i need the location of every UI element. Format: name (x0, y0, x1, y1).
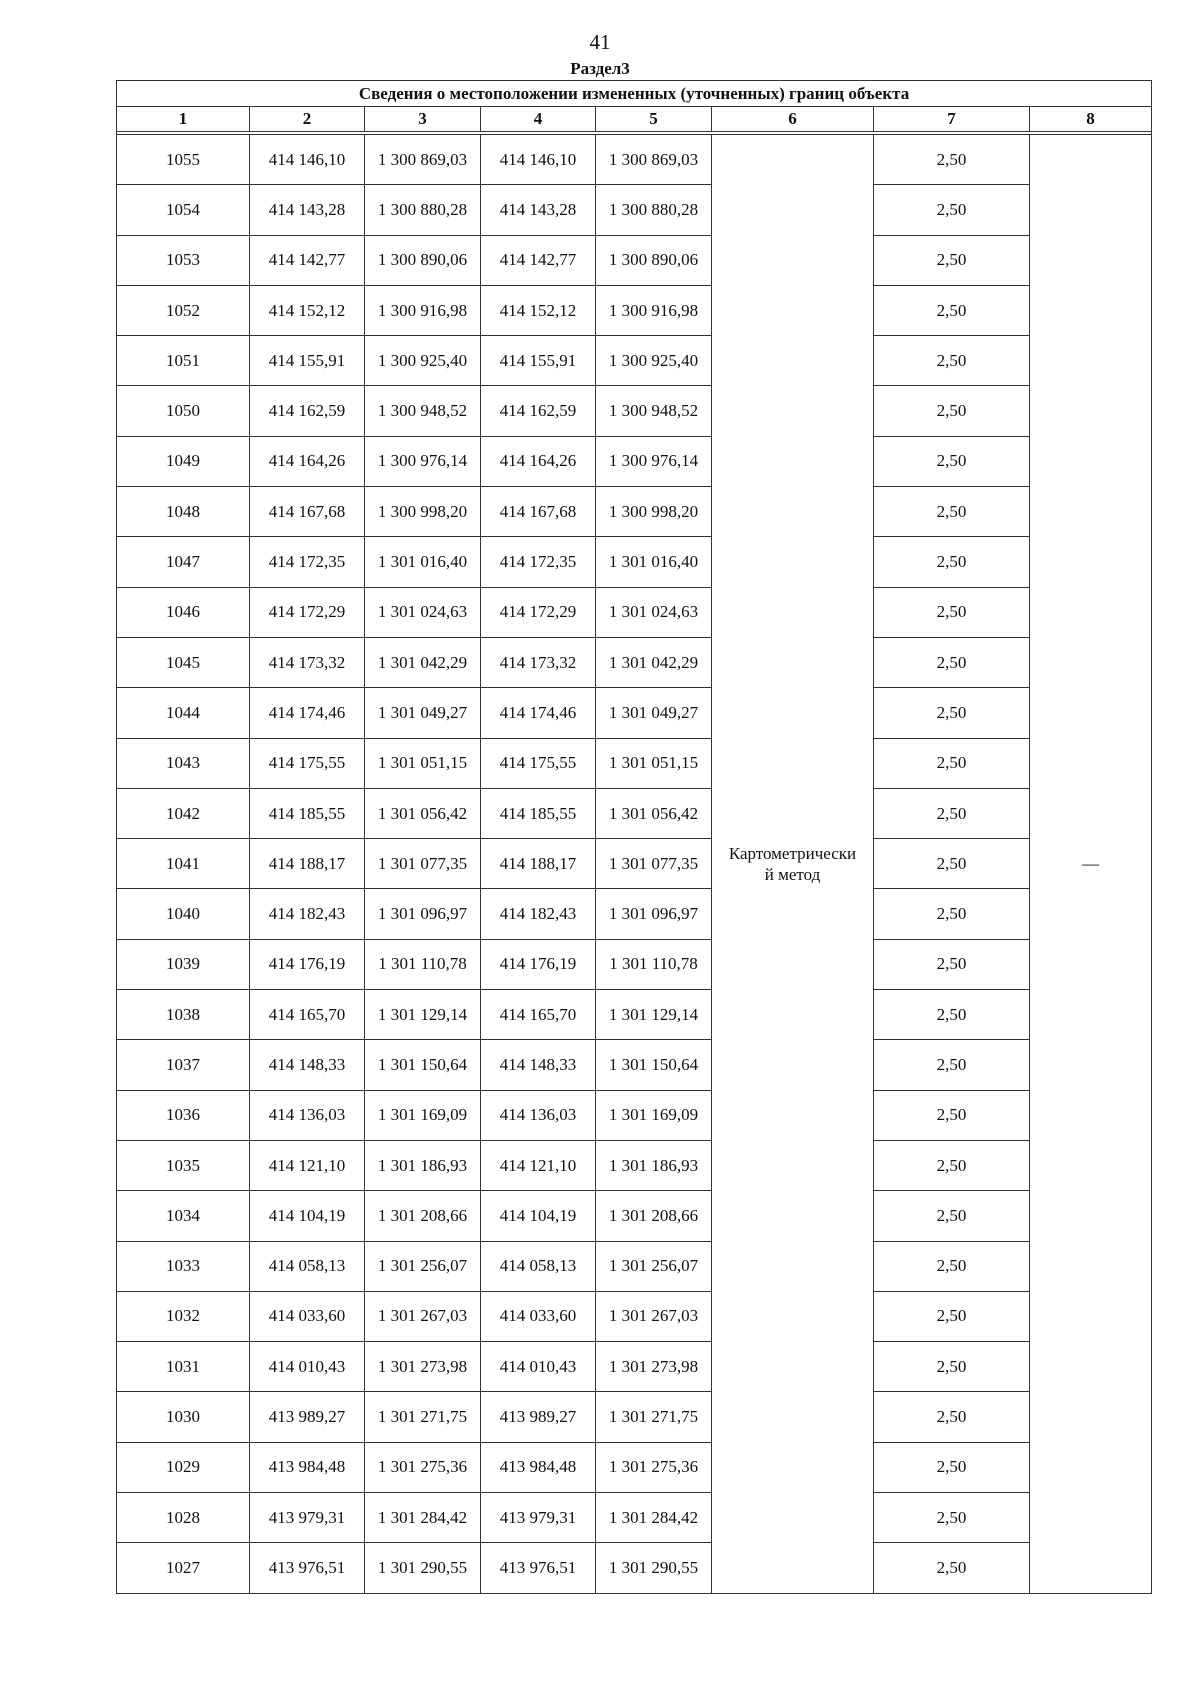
table-row (117, 839, 1152, 889)
point-id-cell: 1038 (117, 990, 250, 1040)
accuracy-cell: 2,50 (874, 1543, 1030, 1593)
y-new-cell: 1 301 049,27 (596, 688, 712, 738)
point-id-cell: 1034 (117, 1191, 250, 1241)
y-existing-cell: 1 300 880,28 (365, 185, 481, 235)
y-new-cell: 1 301 096,97 (596, 889, 712, 939)
table-row (117, 235, 1152, 285)
y-existing-cell: 1 301 096,97 (365, 889, 481, 939)
point-id-cell: 1037 (117, 1040, 250, 1090)
accuracy-cell: 2,50 (874, 688, 1030, 738)
point-id-cell: 1036 (117, 1090, 250, 1140)
y-existing-cell: 1 300 998,20 (365, 487, 481, 537)
accuracy-cell: 2,50 (874, 889, 1030, 939)
table-row (117, 436, 1152, 486)
point-id-cell: 1033 (117, 1241, 250, 1291)
y-new-cell: 1 301 208,66 (596, 1191, 712, 1241)
y-new-cell: 1 300 916,98 (596, 285, 712, 335)
y-existing-cell: 1 301 186,93 (365, 1140, 481, 1190)
table-row (117, 487, 1152, 537)
column-header-4: 4 (481, 107, 596, 132)
table-row (117, 637, 1152, 687)
x-existing-cell: 414 143,28 (250, 185, 365, 235)
section-title: Раздел3 (570, 59, 630, 78)
x-existing-cell: 414 148,33 (250, 1040, 365, 1090)
y-existing-cell: 1 301 256,07 (365, 1241, 481, 1291)
x-new-cell: 414 155,91 (481, 336, 596, 386)
x-existing-cell: 414 162,59 (250, 386, 365, 436)
column-header-8: 8 (1030, 107, 1152, 132)
table-row (117, 939, 1152, 989)
point-id-cell: 1039 (117, 939, 250, 989)
y-new-cell: 1 301 275,36 (596, 1442, 712, 1492)
x-existing-cell: 413 976,51 (250, 1543, 365, 1593)
x-new-cell: 414 033,60 (481, 1291, 596, 1341)
page-number: 41 (589, 30, 611, 54)
y-existing-cell: 1 301 024,63 (365, 587, 481, 637)
y-new-cell: 1 301 150,64 (596, 1040, 712, 1090)
accuracy-cell: 2,50 (874, 386, 1030, 436)
table-row (117, 1140, 1152, 1190)
x-new-cell: 413 984,48 (481, 1442, 596, 1492)
accuracy-cell: 2,50 (874, 185, 1030, 235)
column-header-5: 5 (596, 107, 712, 132)
y-existing-cell: 1 300 869,03 (365, 135, 481, 185)
y-existing-cell: 1 301 150,64 (365, 1040, 481, 1090)
x-new-cell: 413 989,27 (481, 1392, 596, 1442)
x-existing-cell: 414 185,55 (250, 788, 365, 838)
table-row (117, 537, 1152, 587)
point-id-cell: 1028 (117, 1493, 250, 1543)
table-row (117, 1493, 1152, 1543)
y-existing-cell: 1 301 049,27 (365, 688, 481, 738)
accuracy-cell: 2,50 (874, 1493, 1030, 1543)
table-row (117, 386, 1152, 436)
y-new-cell: 1 300 925,40 (596, 336, 712, 386)
x-new-cell: 414 058,13 (481, 1241, 596, 1291)
point-id-cell: 1052 (117, 285, 250, 335)
y-new-cell: 1 301 273,98 (596, 1342, 712, 1392)
table-row (117, 135, 1152, 185)
x-new-cell: 414 143,28 (481, 185, 596, 235)
y-new-cell: 1 300 998,20 (596, 487, 712, 537)
table-row (117, 1191, 1152, 1241)
y-existing-cell: 1 301 016,40 (365, 537, 481, 587)
x-existing-cell: 414 174,46 (250, 688, 365, 738)
point-id-cell: 1032 (117, 1291, 250, 1341)
y-existing-cell: 1 301 129,14 (365, 990, 481, 1040)
x-existing-cell: 413 979,31 (250, 1493, 365, 1543)
table-row (117, 688, 1152, 738)
x-new-cell: 414 167,68 (481, 487, 596, 537)
x-new-cell: 414 173,32 (481, 637, 596, 687)
accuracy-cell: 2,50 (874, 637, 1030, 687)
y-existing-cell: 1 301 077,35 (365, 839, 481, 889)
accuracy-cell: 2,50 (874, 1342, 1030, 1392)
point-id-cell: 1047 (117, 537, 250, 587)
point-id-cell: 1029 (117, 1442, 250, 1492)
x-new-cell: 414 146,10 (481, 135, 596, 185)
point-id-cell: 1041 (117, 839, 250, 889)
column-header-7: 7 (874, 107, 1030, 132)
accuracy-cell: 2,50 (874, 990, 1030, 1040)
accuracy-cell: 2,50 (874, 839, 1030, 889)
x-existing-cell: 414 172,35 (250, 537, 365, 587)
x-existing-cell: 413 989,27 (250, 1392, 365, 1442)
table-row (117, 185, 1152, 235)
y-new-cell: 1 301 016,40 (596, 537, 712, 587)
point-id-cell: 1031 (117, 1342, 250, 1392)
y-existing-cell: 1 301 273,98 (365, 1342, 481, 1392)
x-existing-cell: 414 165,70 (250, 990, 365, 1040)
x-new-cell: 414 165,70 (481, 990, 596, 1040)
accuracy-cell: 2,50 (874, 587, 1030, 637)
y-existing-cell: 1 300 890,06 (365, 235, 481, 285)
x-existing-cell: 414 167,68 (250, 487, 365, 537)
accuracy-cell: 2,50 (874, 1392, 1030, 1442)
table-row (117, 1392, 1152, 1442)
table-row (117, 738, 1152, 788)
point-id-cell: 1055 (117, 135, 250, 185)
column-header-3: 3 (365, 107, 481, 132)
y-new-cell: 1 301 290,55 (596, 1543, 712, 1593)
point-id-cell: 1042 (117, 788, 250, 838)
x-new-cell: 414 174,46 (481, 688, 596, 738)
table-row (117, 1241, 1152, 1291)
column-header-1: 1 (117, 107, 250, 132)
x-existing-cell: 413 984,48 (250, 1442, 365, 1492)
accuracy-cell: 2,50 (874, 336, 1030, 386)
x-new-cell: 414 185,55 (481, 788, 596, 838)
x-existing-cell: 414 058,13 (250, 1241, 365, 1291)
y-existing-cell: 1 300 948,52 (365, 386, 481, 436)
y-new-cell: 1 301 110,78 (596, 939, 712, 989)
table-row (117, 1543, 1152, 1593)
accuracy-cell: 2,50 (874, 1291, 1030, 1341)
boundary-coordinates-table (116, 80, 1152, 1594)
accuracy-cell: 2,50 (874, 939, 1030, 989)
table-row (117, 990, 1152, 1040)
x-new-cell: 414 010,43 (481, 1342, 596, 1392)
x-new-cell: 413 979,31 (481, 1493, 596, 1543)
x-new-cell: 414 182,43 (481, 889, 596, 939)
accuracy-cell: 2,50 (874, 1140, 1030, 1190)
table-row (117, 1442, 1152, 1492)
method-cell (712, 135, 874, 1594)
y-new-cell: 1 301 042,29 (596, 637, 712, 687)
point-id-cell: 1051 (117, 336, 250, 386)
x-new-cell: 414 136,03 (481, 1090, 596, 1140)
x-new-cell: 414 148,33 (481, 1040, 596, 1090)
accuracy-cell: 2,50 (874, 285, 1030, 335)
point-id-cell: 1027 (117, 1543, 250, 1593)
x-new-cell: 414 188,17 (481, 839, 596, 889)
table-row (117, 587, 1152, 637)
table-row (117, 285, 1152, 335)
y-existing-cell: 1 301 267,03 (365, 1291, 481, 1341)
x-existing-cell: 414 010,43 (250, 1342, 365, 1392)
y-new-cell: 1 301 077,35 (596, 839, 712, 889)
x-existing-cell: 414 164,26 (250, 436, 365, 486)
y-existing-cell: 1 301 284,42 (365, 1493, 481, 1543)
point-id-cell: 1040 (117, 889, 250, 939)
accuracy-cell: 2,50 (874, 537, 1030, 587)
x-existing-cell: 414 033,60 (250, 1291, 365, 1341)
method-line-1: Картометрически (728, 843, 857, 863)
accuracy-cell: 2,50 (874, 738, 1030, 788)
y-existing-cell: 1 301 051,15 (365, 738, 481, 788)
x-new-cell: 414 104,19 (481, 1191, 596, 1241)
notes-cell: — (1030, 135, 1152, 1594)
x-existing-cell: 414 104,19 (250, 1191, 365, 1241)
accuracy-cell: 2,50 (874, 788, 1030, 838)
point-id-cell: 1043 (117, 738, 250, 788)
point-id-cell: 1035 (117, 1140, 250, 1190)
column-header-2: 2 (250, 107, 365, 132)
y-new-cell: 1 300 890,06 (596, 235, 712, 285)
x-new-cell: 414 152,12 (481, 285, 596, 335)
column-header-row (117, 107, 1152, 132)
y-new-cell: 1 301 129,14 (596, 990, 712, 1040)
x-new-cell: 414 162,59 (481, 386, 596, 436)
x-existing-cell: 414 155,91 (250, 336, 365, 386)
y-existing-cell: 1 300 925,40 (365, 336, 481, 386)
x-new-cell: 414 142,77 (481, 235, 596, 285)
x-new-cell: 414 172,35 (481, 537, 596, 587)
y-existing-cell: 1 301 042,29 (365, 637, 481, 687)
accuracy-cell: 2,50 (874, 235, 1030, 285)
point-id-cell: 1050 (117, 386, 250, 436)
x-existing-cell: 414 176,19 (250, 939, 365, 989)
y-existing-cell: 1 301 169,09 (365, 1090, 481, 1140)
x-existing-cell: 414 136,03 (250, 1090, 365, 1140)
y-existing-cell: 1 301 290,55 (365, 1543, 481, 1593)
x-existing-cell: 414 188,17 (250, 839, 365, 889)
accuracy-cell: 2,50 (874, 487, 1030, 537)
y-new-cell: 1 300 869,03 (596, 135, 712, 185)
y-new-cell: 1 301 284,42 (596, 1493, 712, 1543)
point-id-cell: 1046 (117, 587, 250, 637)
table-row (117, 1090, 1152, 1140)
table-row (117, 788, 1152, 838)
accuracy-cell: 2,50 (874, 1191, 1030, 1241)
table-row (117, 1040, 1152, 1090)
x-existing-cell: 414 175,55 (250, 738, 365, 788)
x-existing-cell: 414 182,43 (250, 889, 365, 939)
y-new-cell: 1 301 271,75 (596, 1392, 712, 1442)
y-new-cell: 1 301 051,15 (596, 738, 712, 788)
accuracy-cell: 2,50 (874, 436, 1030, 486)
y-existing-cell: 1 301 271,75 (365, 1392, 481, 1442)
x-existing-cell: 414 172,29 (250, 587, 365, 637)
x-existing-cell: 414 173,32 (250, 637, 365, 687)
point-id-cell: 1053 (117, 235, 250, 285)
y-new-cell: 1 300 880,28 (596, 185, 712, 235)
table-row (117, 889, 1152, 939)
point-id-cell: 1048 (117, 487, 250, 537)
y-new-cell: 1 300 948,52 (596, 386, 712, 436)
accuracy-cell: 2,50 (874, 1090, 1030, 1140)
y-existing-cell: 1 300 976,14 (365, 436, 481, 486)
column-header-6: 6 (712, 107, 874, 132)
point-id-cell: 1045 (117, 637, 250, 687)
y-new-cell: 1 301 186,93 (596, 1140, 712, 1190)
method-line-2: й метод (764, 864, 821, 884)
y-existing-cell: 1 301 208,66 (365, 1191, 481, 1241)
x-new-cell: 414 175,55 (481, 738, 596, 788)
y-new-cell: 1 301 256,07 (596, 1241, 712, 1291)
point-id-cell: 1044 (117, 688, 250, 738)
x-new-cell: 414 164,26 (481, 436, 596, 486)
x-new-cell: 414 176,19 (481, 939, 596, 989)
x-existing-cell: 414 152,12 (250, 285, 365, 335)
x-existing-cell: 414 121,10 (250, 1140, 365, 1190)
x-new-cell: 413 976,51 (481, 1543, 596, 1593)
y-existing-cell: 1 301 056,42 (365, 788, 481, 838)
y-existing-cell: 1 301 275,36 (365, 1442, 481, 1492)
y-new-cell: 1 301 267,03 (596, 1291, 712, 1341)
y-new-cell: 1 301 169,09 (596, 1090, 712, 1140)
accuracy-cell: 2,50 (874, 135, 1030, 185)
y-existing-cell: 1 300 916,98 (365, 285, 481, 335)
x-existing-cell: 414 146,10 (250, 135, 365, 185)
accuracy-cell: 2,50 (874, 1442, 1030, 1492)
point-id-cell: 1054 (117, 185, 250, 235)
point-id-cell: 1049 (117, 436, 250, 486)
y-new-cell: 1 301 056,42 (596, 788, 712, 838)
table-row (117, 336, 1152, 386)
y-existing-cell: 1 301 110,78 (365, 939, 481, 989)
x-existing-cell: 414 142,77 (250, 235, 365, 285)
table-row (117, 1291, 1152, 1341)
point-id-cell: 1030 (117, 1392, 250, 1442)
x-new-cell: 414 172,29 (481, 587, 596, 637)
x-new-cell: 414 121,10 (481, 1140, 596, 1190)
table-caption: Сведения о местоположении измененных (уточненных) границ объекта (117, 81, 1152, 107)
accuracy-cell: 2,50 (874, 1241, 1030, 1291)
y-new-cell: 1 301 024,63 (596, 587, 712, 637)
accuracy-cell: 2,50 (874, 1040, 1030, 1090)
table-row (117, 1342, 1152, 1392)
y-new-cell: 1 300 976,14 (596, 436, 712, 486)
